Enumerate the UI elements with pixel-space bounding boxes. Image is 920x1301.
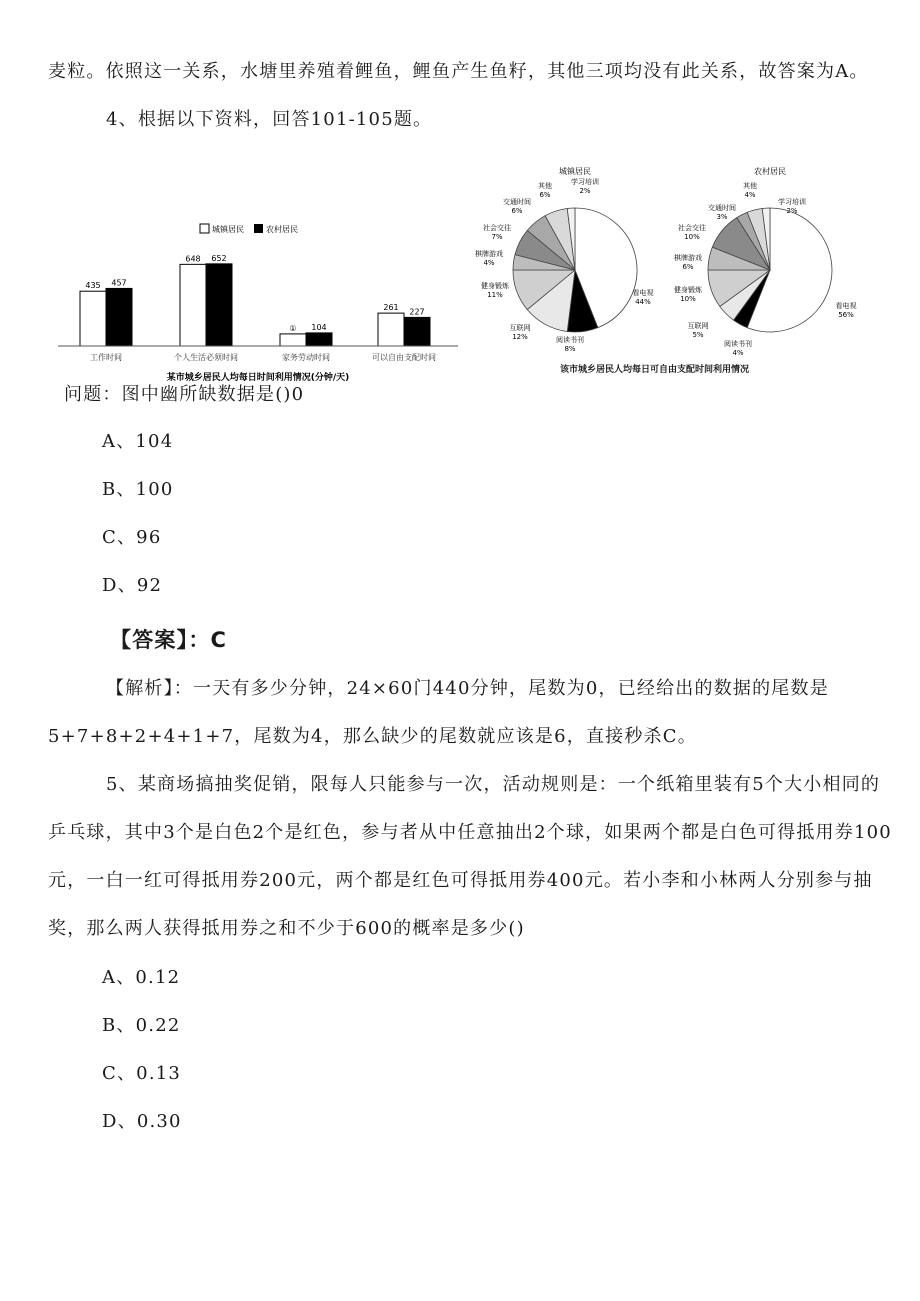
analysis-line-1: 【解析】：一天有多少分钟，24×60门440分钟，尾数为0，已经给出的数据的尾数是: [106, 678, 829, 699]
pie-slice-label: 健身锻炼 11%: [481, 282, 509, 299]
question-5-line-3: 元，一白一红可得抵用券200元，两个都是红色可得抵用券400元。若小李和小林两人分别参与抽: [48, 870, 873, 891]
question-5-line-1: 5、某商场搞抽奖促销，限每人只能参与一次，活动规则是：一个纸箱里装有5个大小相同的: [106, 774, 881, 795]
bar-urban-3: [378, 313, 404, 346]
x-tick-label: 个人生活必须时间: [174, 353, 238, 362]
bar-rural-0: [106, 288, 132, 346]
bar-chart-legend: [200, 224, 298, 234]
answer-line: [110, 628, 227, 654]
bar-value-label: 648: [185, 254, 201, 264]
pie-slice-label: 交通时间 6%: [503, 198, 531, 215]
x-tick-label: 工作时间: [90, 353, 122, 362]
bar-rural-2: [306, 333, 332, 346]
analysis-line-2: 5+7+8+2+4+1+7，尾数为4，那么缺少的尾数就应该是6，直接秒杀C。: [48, 726, 697, 747]
x-tick-label: 家务劳动时间: [282, 353, 330, 362]
option-a[interactable]: A、104: [102, 431, 174, 452]
pie-slice-label: 健身锻炼 10%: [674, 286, 702, 303]
question-5-line-2: 乒乓球，其中3个是白色2个是红色，参与者从中任意抽出2个球，如果两个都是白色可得抵用券100: [48, 822, 892, 843]
q5-option-a[interactable]: A、0.12: [102, 967, 181, 988]
q5-option-b[interactable]: B、0.22: [102, 1015, 181, 1036]
pie-slice-label: 互联网 12%: [509, 324, 531, 341]
pie-caption: 该市城乡居民人均每日可自由支配时间利用情况: [560, 365, 750, 375]
pie-slice-label: 其他 4%: [743, 182, 757, 199]
bar-rural-3: [404, 317, 430, 346]
legend-label-urban: 城镇居民: [212, 225, 244, 234]
bar-value-label: 435: [85, 281, 101, 291]
pie-slice-label: 社会交往 10%: [678, 224, 706, 241]
option-c[interactable]: C、96: [102, 527, 162, 548]
pie-title: 城镇居民: [559, 167, 591, 176]
pie-title: 农村居民: [754, 167, 786, 176]
bar-value-label: 104: [311, 322, 327, 332]
bar-value-label: ①: [289, 323, 297, 333]
answer-label: 【答案】: [110, 628, 189, 652]
bar-value-label: 457: [111, 278, 127, 288]
pie-slice-label: 看电视 44%: [632, 289, 654, 306]
legend-label-rural: 农村居民: [266, 225, 298, 234]
pie-slice-label: 看电视 56%: [835, 302, 857, 319]
q5-option-d[interactable]: D、0.30: [102, 1111, 182, 1132]
x-tick-label: 可以自由支配时间: [372, 353, 436, 362]
option-b[interactable]: B、100: [102, 479, 174, 500]
bar-rural-1: [206, 264, 232, 346]
pie-slice-label: 互联网 5%: [687, 322, 709, 339]
pie-slice-label: 社会交往 7%: [483, 224, 511, 241]
question-4-prompt: 问题：图中幽所缺数据是()0: [64, 384, 305, 405]
bar-urban-0: [80, 291, 106, 346]
pie-slice-label: 棋牌游戏 4%: [475, 250, 503, 267]
bar-chart: [48, 160, 468, 385]
pie-slice-label: 交通时间 3%: [708, 204, 736, 221]
pie-slice-label: 学习培训 2%: [778, 198, 806, 215]
bar-value-label: 227: [409, 307, 425, 317]
q5-option-c[interactable]: C、0.13: [102, 1063, 182, 1084]
pie-chart-urban: [475, 160, 675, 360]
pie-slice-label: 阅读书刊 8%: [556, 336, 584, 353]
pie-slice-label: 其他 6%: [538, 182, 552, 199]
pie-slice-label: 学习培训 2%: [571, 178, 599, 195]
bar-value-label: 652: [211, 253, 227, 263]
pie-slice-label: 阅读书刊 4%: [724, 340, 752, 357]
option-d[interactable]: D、92: [102, 575, 163, 596]
intro-line: 麦粒。依照这一关系，水塘里养殖着鲤鱼，鲤鱼产生鱼籽，其他三项均没有此关系，故答案为A。: [48, 61, 869, 82]
question-4-stem: 4、根据以下资料，回答101-105题。: [106, 109, 433, 130]
bar-urban-1: [180, 264, 206, 346]
answer-value: ：C: [188, 628, 228, 652]
bar-value-label: 261: [383, 303, 399, 313]
question-5-line-4: 奖，那么两人获得抵用券之和不少于600的概率是多少(): [48, 918, 525, 939]
pie-slice-label: 棋牌游戏 6%: [674, 254, 702, 271]
bar-chart-title: 某市城乡居民人均每日时间利用情况(分钟/天): [166, 373, 350, 383]
bar-urban-2: [280, 334, 306, 346]
pie-chart-rural: [670, 160, 870, 360]
